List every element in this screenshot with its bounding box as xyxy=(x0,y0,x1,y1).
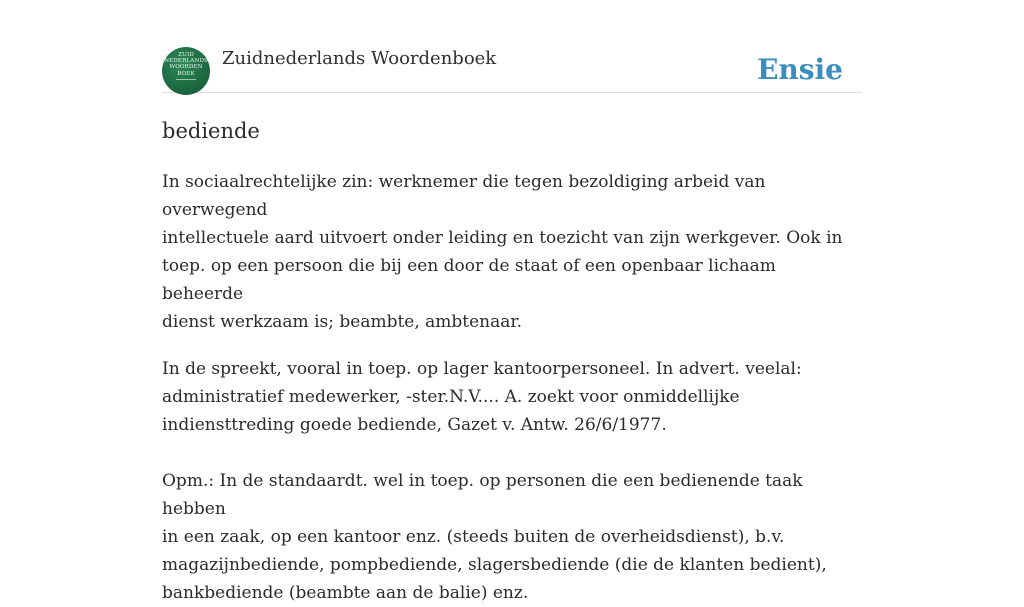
dictionary-name-link[interactable]: Zuidnederlands Woordenboek xyxy=(222,48,497,69)
ensie-brand-link[interactable]: Ensie xyxy=(757,53,843,86)
definition-paragraph: In sociaalrechtelijke zin: werknemer die tegen bezoldiging arbeid van overwegend intellectuele aard uitvoert onder leiding en toezicht van zijn werkgever. Ook in toep. op een persoon die bij een door de staat of een openbaar lichaam beheerde dienst werkzaam is; beambte, ambtenaar. xyxy=(162,172,843,332)
dictionary-logo[interactable] xyxy=(162,47,210,95)
remark-paragraph: Opm.: In de standaardt. wel in toep. op personen die een bedienende taak hebben in een zaak, op een kantoor enz. (steeds buiten de overheidsdienst), b.v. magazijnbediende, pompbediende, slagersbediende (die de klanten bedient), bankbediende (beambte aan de balie) enz. xyxy=(162,471,827,603)
logo-rule xyxy=(176,79,196,80)
page xyxy=(162,0,862,603)
entry-content xyxy=(162,168,862,607)
logo-text: ZUID NEDERLANDS WOORDEN BOEK xyxy=(164,52,208,77)
usage-paragraph: In de spreekt, vooral in toep. op lager kantoorpersoneel. In advert. veelal: administratief medewerker, -ster.N.V.... A. zoekt voor onmiddellijke indiensttreding goede bediende, Gazet v. Antw. 26/6/1977. xyxy=(162,359,802,435)
site-header xyxy=(162,44,862,93)
entry-headword: bediende xyxy=(162,119,260,143)
